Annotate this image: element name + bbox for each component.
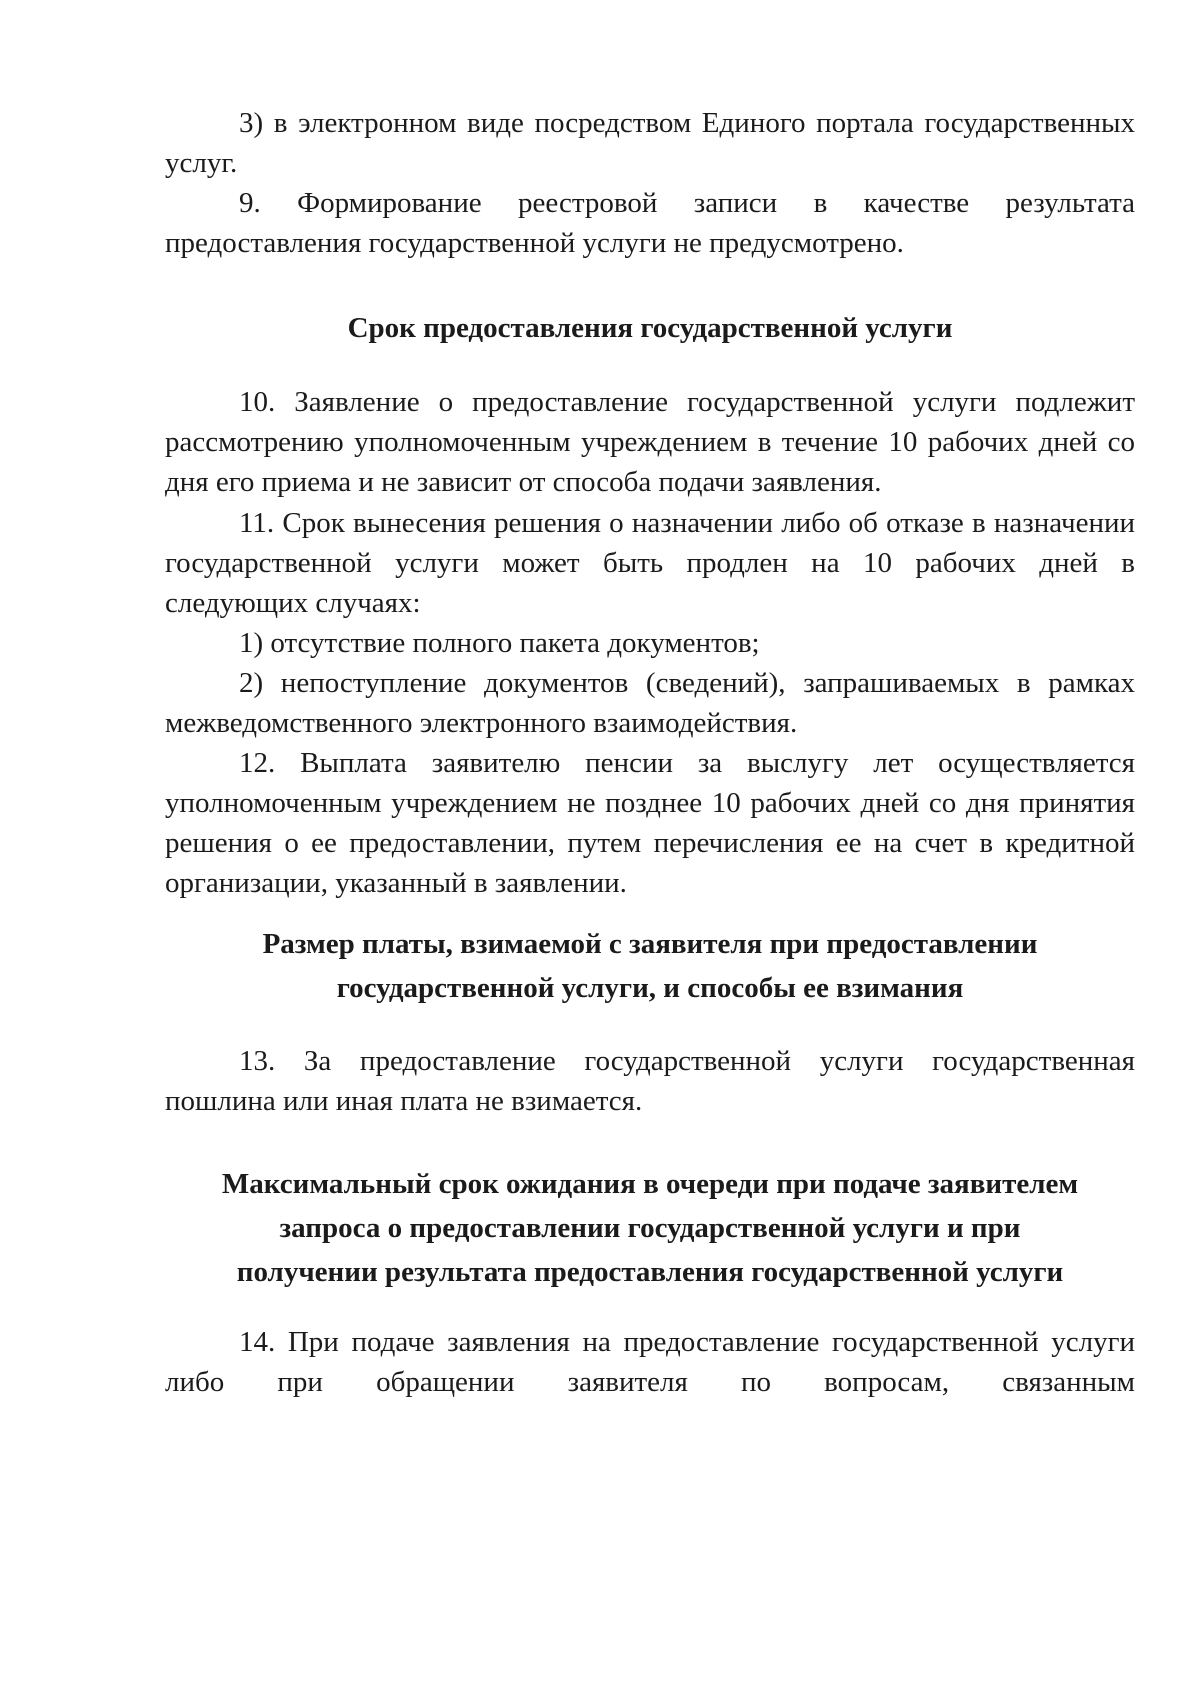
paragraph-11-item-2: 2) непоступление документов (сведений), запрашиваемых в рамках межведомственного электронного взаимодействия. [165, 667, 1135, 739]
heading-service-fee [165, 922, 1135, 1010]
paragraph-9: 9. Формирование реестровой записи в качестве результата предоставления государственной услуги не предусмотрено. [165, 187, 1135, 259]
heading-service-fee-line-2: государственной услуги, и способы ее взимания [336, 972, 964, 1004]
heading-queue-time [165, 1162, 1135, 1294]
heading-service-fee-line-1: Размер платы, взимаемой с заявителя при предоставлении [262, 928, 1038, 960]
heading-queue-time-line-1: Максимальный срок ожидания в очереди при подаче заявителем [221, 1168, 1079, 1200]
paragraph-11-item-1: 1) отсутствие полного пакета документов; [239, 627, 760, 659]
paragraph-3: 3) в электронном виде посредством Единого портала государственных услуг. [165, 107, 1135, 179]
paragraph-11: 11. Срок вынесения решения о назначении либо об отказе в назначении государственной услуги может быть продлен на 10 рабочих дней в следующих случаях: [165, 507, 1135, 619]
paragraph-13: 13. За предоставление государственной услуги государственная пошлина или иная плата не взимается. [165, 1045, 1135, 1117]
paragraph-10: 10. Заявление о предоставление государственной услуги подлежит рассмотрению уполномоченным учреждением в течение 10 рабочих дней со дня его приема и не зависит от способа подачи заявления. [165, 386, 1135, 498]
heading-queue-time-line-3: получении результата предоставления государственной услуги [236, 1256, 1064, 1288]
heading-service-term: Срок предоставления государственной услуги [347, 312, 953, 344]
paragraph-12: 12. Выплата заявителю пенсии за выслугу лет осуществляется уполномоченным учреждением не позднее 10 рабочих дней со дня принятия решения о ее предоставлении, путем перечисления ее на счет в кредитной организации, указанный в заявлении. [165, 747, 1135, 899]
heading-queue-time-line-2: запроса о предоставлении государственной услуги и при [279, 1212, 1021, 1244]
paragraph-14: 14. При подаче заявления на предоставление государственной услуги либо при обращении заявителя по вопросам, связанным [165, 1326, 1135, 1398]
